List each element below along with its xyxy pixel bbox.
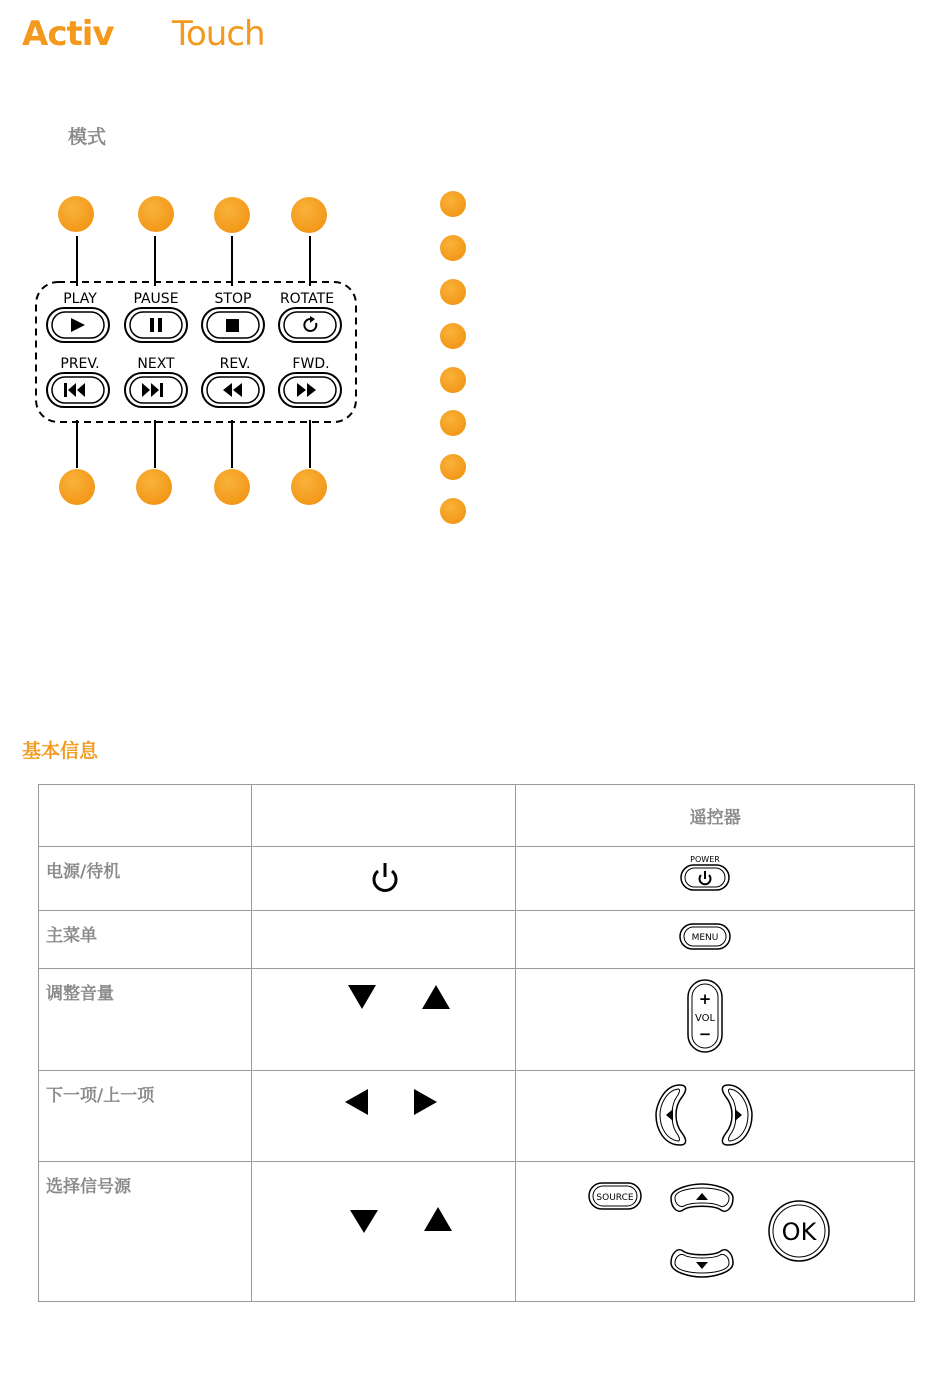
remote-cell-next-prev [516,1071,915,1162]
pause-button[interactable] [125,308,187,342]
volume-keys [252,969,517,1071]
callout-dot [58,196,94,232]
triangle-left-icon [345,1089,368,1115]
table-header-row [39,785,915,847]
legend-dot [440,454,466,480]
rotate-label: ROTATE [279,291,335,307]
table-row [39,1162,915,1302]
header-cell-function [39,785,252,847]
rev-label: REV. [219,356,251,372]
legend-dot [440,498,466,524]
pause-label: PAUSE [133,291,179,307]
logo-activ: Activ [22,14,114,54]
table-row [39,1071,915,1162]
callout-dot [136,469,172,505]
remote-ok-button [769,1201,829,1261]
basic-info-table [38,784,915,1302]
remote-ok-label: OK [782,1218,817,1246]
power-icon [252,847,517,911]
section-title-basic-info: 基本信息 [22,740,99,762]
callout-dot [214,469,250,505]
remote-cell-volume [516,969,915,1071]
vol-label: VOL [695,1013,716,1024]
legend-dot [440,279,466,305]
legend-dot [440,235,466,261]
rev-button[interactable] [202,373,264,407]
remote-cell-menu [516,911,915,969]
mode-title: 模式 [68,126,107,148]
header-cell-device [251,785,516,847]
table-row [39,911,915,969]
device-cell-menu [251,911,516,969]
row-label-next-prev: 下一项/上一项 [39,1071,252,1162]
mode-button-panel [30,230,370,470]
stop-icon [226,319,239,332]
callout-dot [291,197,327,233]
triangle-down-icon [350,1210,378,1233]
row-label-power: 电源/待机 [39,847,252,911]
logo-touch: Touch [172,14,265,54]
pause-icon [150,318,154,332]
triangle-up-icon [424,1207,452,1231]
triangle-right-icon [414,1089,437,1115]
remote-source-button [589,1183,641,1209]
row-label-volume: 调整音量 [39,969,252,1071]
next-label: NEXT [137,356,175,372]
remote-menu-label: MENU [692,933,719,943]
remote-left-right-keys [516,1071,915,1162]
row-label-menu: 主菜单 [39,911,252,969]
legend-dot [440,367,466,393]
table-row [39,969,915,1071]
play-button[interactable] [47,308,109,342]
device-cell-next-prev [251,1071,516,1162]
legend-dot [440,410,466,436]
remote-source-label: SOURCE [596,1193,635,1203]
remote-cell-source [516,1162,915,1302]
triangle-down-icon [348,985,376,1009]
remote-down-key [671,1250,733,1277]
fwd-label: FWD. [292,356,330,372]
callout-dot [138,196,174,232]
nav-keys [252,1071,517,1162]
row-label-source: 选择信号源 [39,1162,252,1302]
remote-up-key [671,1184,733,1211]
prev-label: PREV. [60,356,100,372]
stop-label: STOP [214,291,252,307]
rotate-button[interactable] [279,308,341,342]
vol-plus-label: + [699,990,712,1008]
triangle-up-icon [422,985,450,1009]
remote-volume-rocker [516,969,915,1071]
next-button[interactable] [125,373,187,407]
table-row [39,847,915,911]
fwd-button[interactable] [279,373,341,407]
remote-cell-power [516,847,915,911]
remote-menu-button [516,911,915,969]
device-cell-volume [251,969,516,1071]
device-cell-source [251,1162,516,1302]
vol-minus-label: − [699,1025,712,1043]
prev-button[interactable] [47,373,109,407]
remote-power-button [516,847,915,911]
source-keys [252,1162,517,1302]
legend-dot [440,323,466,349]
legend-dot [440,191,466,217]
callout-dot [291,469,327,505]
stop-button[interactable] [202,308,264,342]
callout-dot [59,469,95,505]
remote-power-label: POWER [690,855,721,864]
header-cell-remote: 遥控器 [516,785,915,847]
callout-dot [214,197,250,233]
play-label: PLAY [63,291,97,307]
device-cell-power [251,847,516,911]
remote-source-keys [516,1162,915,1302]
